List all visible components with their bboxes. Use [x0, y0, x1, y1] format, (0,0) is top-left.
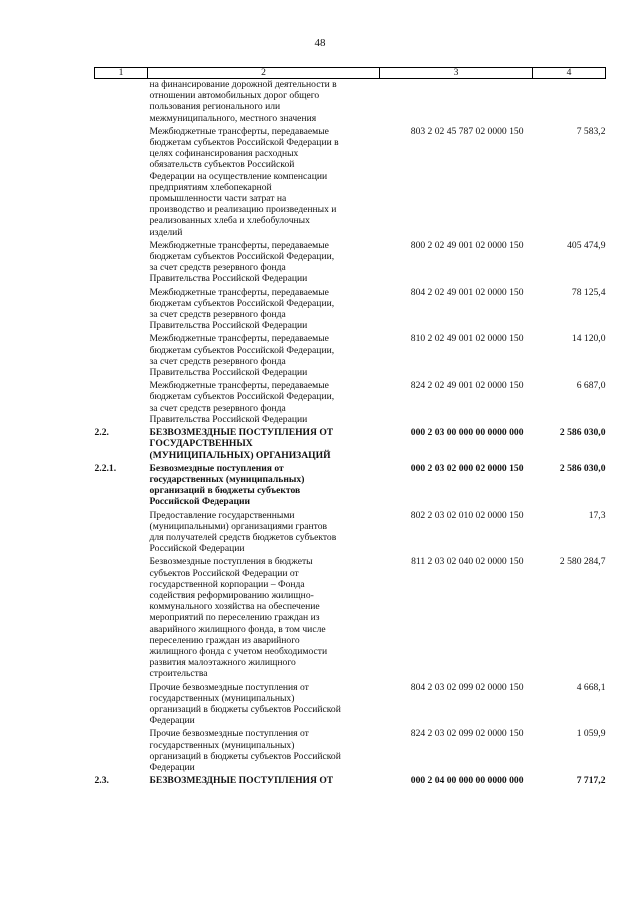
table-row — [95, 378, 606, 425]
row-code: 800 2 02 49 001 02 0000 150 — [410, 239, 524, 251]
row-number — [95, 331, 148, 378]
row-name: Прочие безвозмездные поступления от государственных (муниципальных) организаций в бюджеты субъектов Российской Федерации — [149, 681, 341, 727]
table-row — [95, 726, 606, 773]
table-row — [95, 425, 606, 461]
row-name: Безвозмездные поступления в бюджеты субъектов Российской Федерации от государственной корпорации – Фонда содействия реформированию жилищно- коммунального хозяйства на обеспечение мероприятий по переселению граждан из аварийного жилищного фонда, в том числе переселению граждан из аварийного жилищного фонда с учетом необходимости развития малоэтажного жилищного строительства — [149, 556, 328, 680]
row-code: 000 2 03 00 000 00 0000 000 — [410, 427, 524, 439]
table-row — [95, 554, 606, 679]
row-number: 2.2.1. — [94, 462, 117, 474]
row-name: БЕЗВОЗМЕЗДНЫЕ ПОСТУПЛЕНИЯ ОТ ГОСУДАРСТВЕННЫХ (МУНИЦИПАЛЬНЫХ) ОРГАНИЗАЦИЙ — [149, 427, 334, 461]
row-name: Межбюджетные трансферты, передаваемые бюджетам субъектов Российской Федерации, за счет средств резервного фонда Правительства Российской Федерации — [149, 380, 335, 425]
row-number — [95, 554, 148, 679]
table-row — [95, 508, 606, 555]
column-header-2: 2 — [148, 68, 380, 79]
table-row — [95, 461, 606, 508]
table-row — [95, 680, 606, 727]
row-amount: 78 125,4 — [571, 286, 606, 298]
row-number: 2.2. — [94, 427, 109, 439]
row-number — [95, 124, 148, 238]
row-code: 000 2 04 00 000 00 0000 000 — [410, 775, 524, 787]
table-body — [95, 79, 606, 787]
table-header-row — [95, 68, 606, 79]
row-code: 804 2 03 02 099 02 0000 150 — [410, 681, 524, 693]
row-number — [95, 726, 148, 773]
row-name: БЕЗВОЗМЕЗДНЫЕ ПОСТУПЛЕНИЯ ОТ — [149, 775, 334, 787]
row-number — [95, 378, 148, 425]
row-name: Межбюджетные трансферты, передаваемые бюджетам субъектов Российской Федерации, за счет средств резервного фонда Правительства Российской Федерации — [149, 286, 335, 332]
table-row — [95, 773, 606, 786]
row-code: 000 2 03 02 000 02 0000 150 — [410, 462, 524, 474]
row-number — [95, 285, 148, 332]
budget-table — [94, 67, 606, 786]
row-number — [95, 79, 148, 124]
row-number — [95, 680, 148, 727]
row-code: 802 2 03 02 010 02 0000 150 — [410, 509, 524, 521]
table-row — [95, 331, 606, 378]
row-code: 824 2 03 02 099 02 0000 150 — [410, 728, 524, 740]
column-header-1: 1 — [95, 68, 148, 79]
table-row — [95, 238, 606, 285]
row-amount: 7 717,2 — [576, 775, 606, 787]
row-code: 804 2 02 49 001 02 0000 150 — [410, 286, 524, 298]
row-amount: 2 580 284,7 — [559, 556, 606, 568]
row-number: 2.3. — [94, 775, 109, 787]
row-code: 810 2 02 49 001 02 0000 150 — [410, 333, 524, 345]
page-number: 48 — [314, 37, 326, 49]
row-code: 824 2 02 49 001 02 0000 150 — [410, 380, 524, 392]
row-name: Межбюджетные трансферты, передаваемые бюджетам субъектов Российской Федерации, за счет средств резервного фонда Правительства Российской Федерации — [149, 333, 335, 379]
row-amount: 405 474,9 — [567, 239, 606, 251]
row-number — [95, 238, 148, 285]
row-code: 811 2 03 02 040 02 0000 150 — [411, 556, 524, 568]
row-code: 803 2 02 45 787 02 0000 150 — [410, 125, 524, 137]
table-row — [95, 124, 606, 238]
table-row — [95, 79, 606, 124]
row-amount: 2 586 030,0 — [559, 462, 606, 474]
row-name: Прочие безвозмездные поступления от государственных (муниципальных) организаций в бюджеты субъектов Российской Федерации — [149, 728, 341, 773]
row-number — [95, 508, 148, 555]
column-header-3: 3 — [380, 68, 533, 79]
row-name: Безвозмездные поступления от государственных (муниципальных) организаций в бюджеты субъектов Российской Федерации — [149, 462, 305, 508]
row-amount: 6 687,0 — [576, 380, 606, 392]
row-name: Межбюджетные трансферты, передаваемые бюджетам субъектов Российской Федерации в целях софинансирования расходных обязательств субъектов Российской Федерации на осуществление компенсации предприятиям хлебопекарной промышленности части затрат на производство и реализацию произведенных и реализованных хлеба и хлебобулочных изделий — [149, 125, 339, 238]
column-header-4: 4 — [533, 68, 606, 79]
row-amount: 1 059,9 — [576, 728, 606, 740]
row-amount: 4 668,1 — [576, 681, 606, 693]
row-amount — [533, 79, 606, 124]
row-amount: 2 586 030,0 — [559, 427, 606, 439]
row-name: на финансирование дорожной деятельности в отношении автомобильных дорог общего пользования регионального или межмуниципального, местного значения — [149, 79, 337, 124]
row-code — [380, 79, 533, 124]
table-row — [95, 285, 606, 332]
row-name: Предоставление государственными (муниципальными) организациями грантов для получателей средств бюджетов субъектов Российской Федерации — [149, 509, 337, 555]
row-amount: 17,3 — [588, 509, 606, 521]
row-amount: 7 583,2 — [576, 125, 606, 137]
row-amount: 14 120,0 — [571, 333, 606, 345]
row-name: Межбюджетные трансферты, передаваемые бюджетам субъектов Российской Федерации, за счет средств резервного фонда Правительства Российской Федерации — [149, 239, 335, 285]
